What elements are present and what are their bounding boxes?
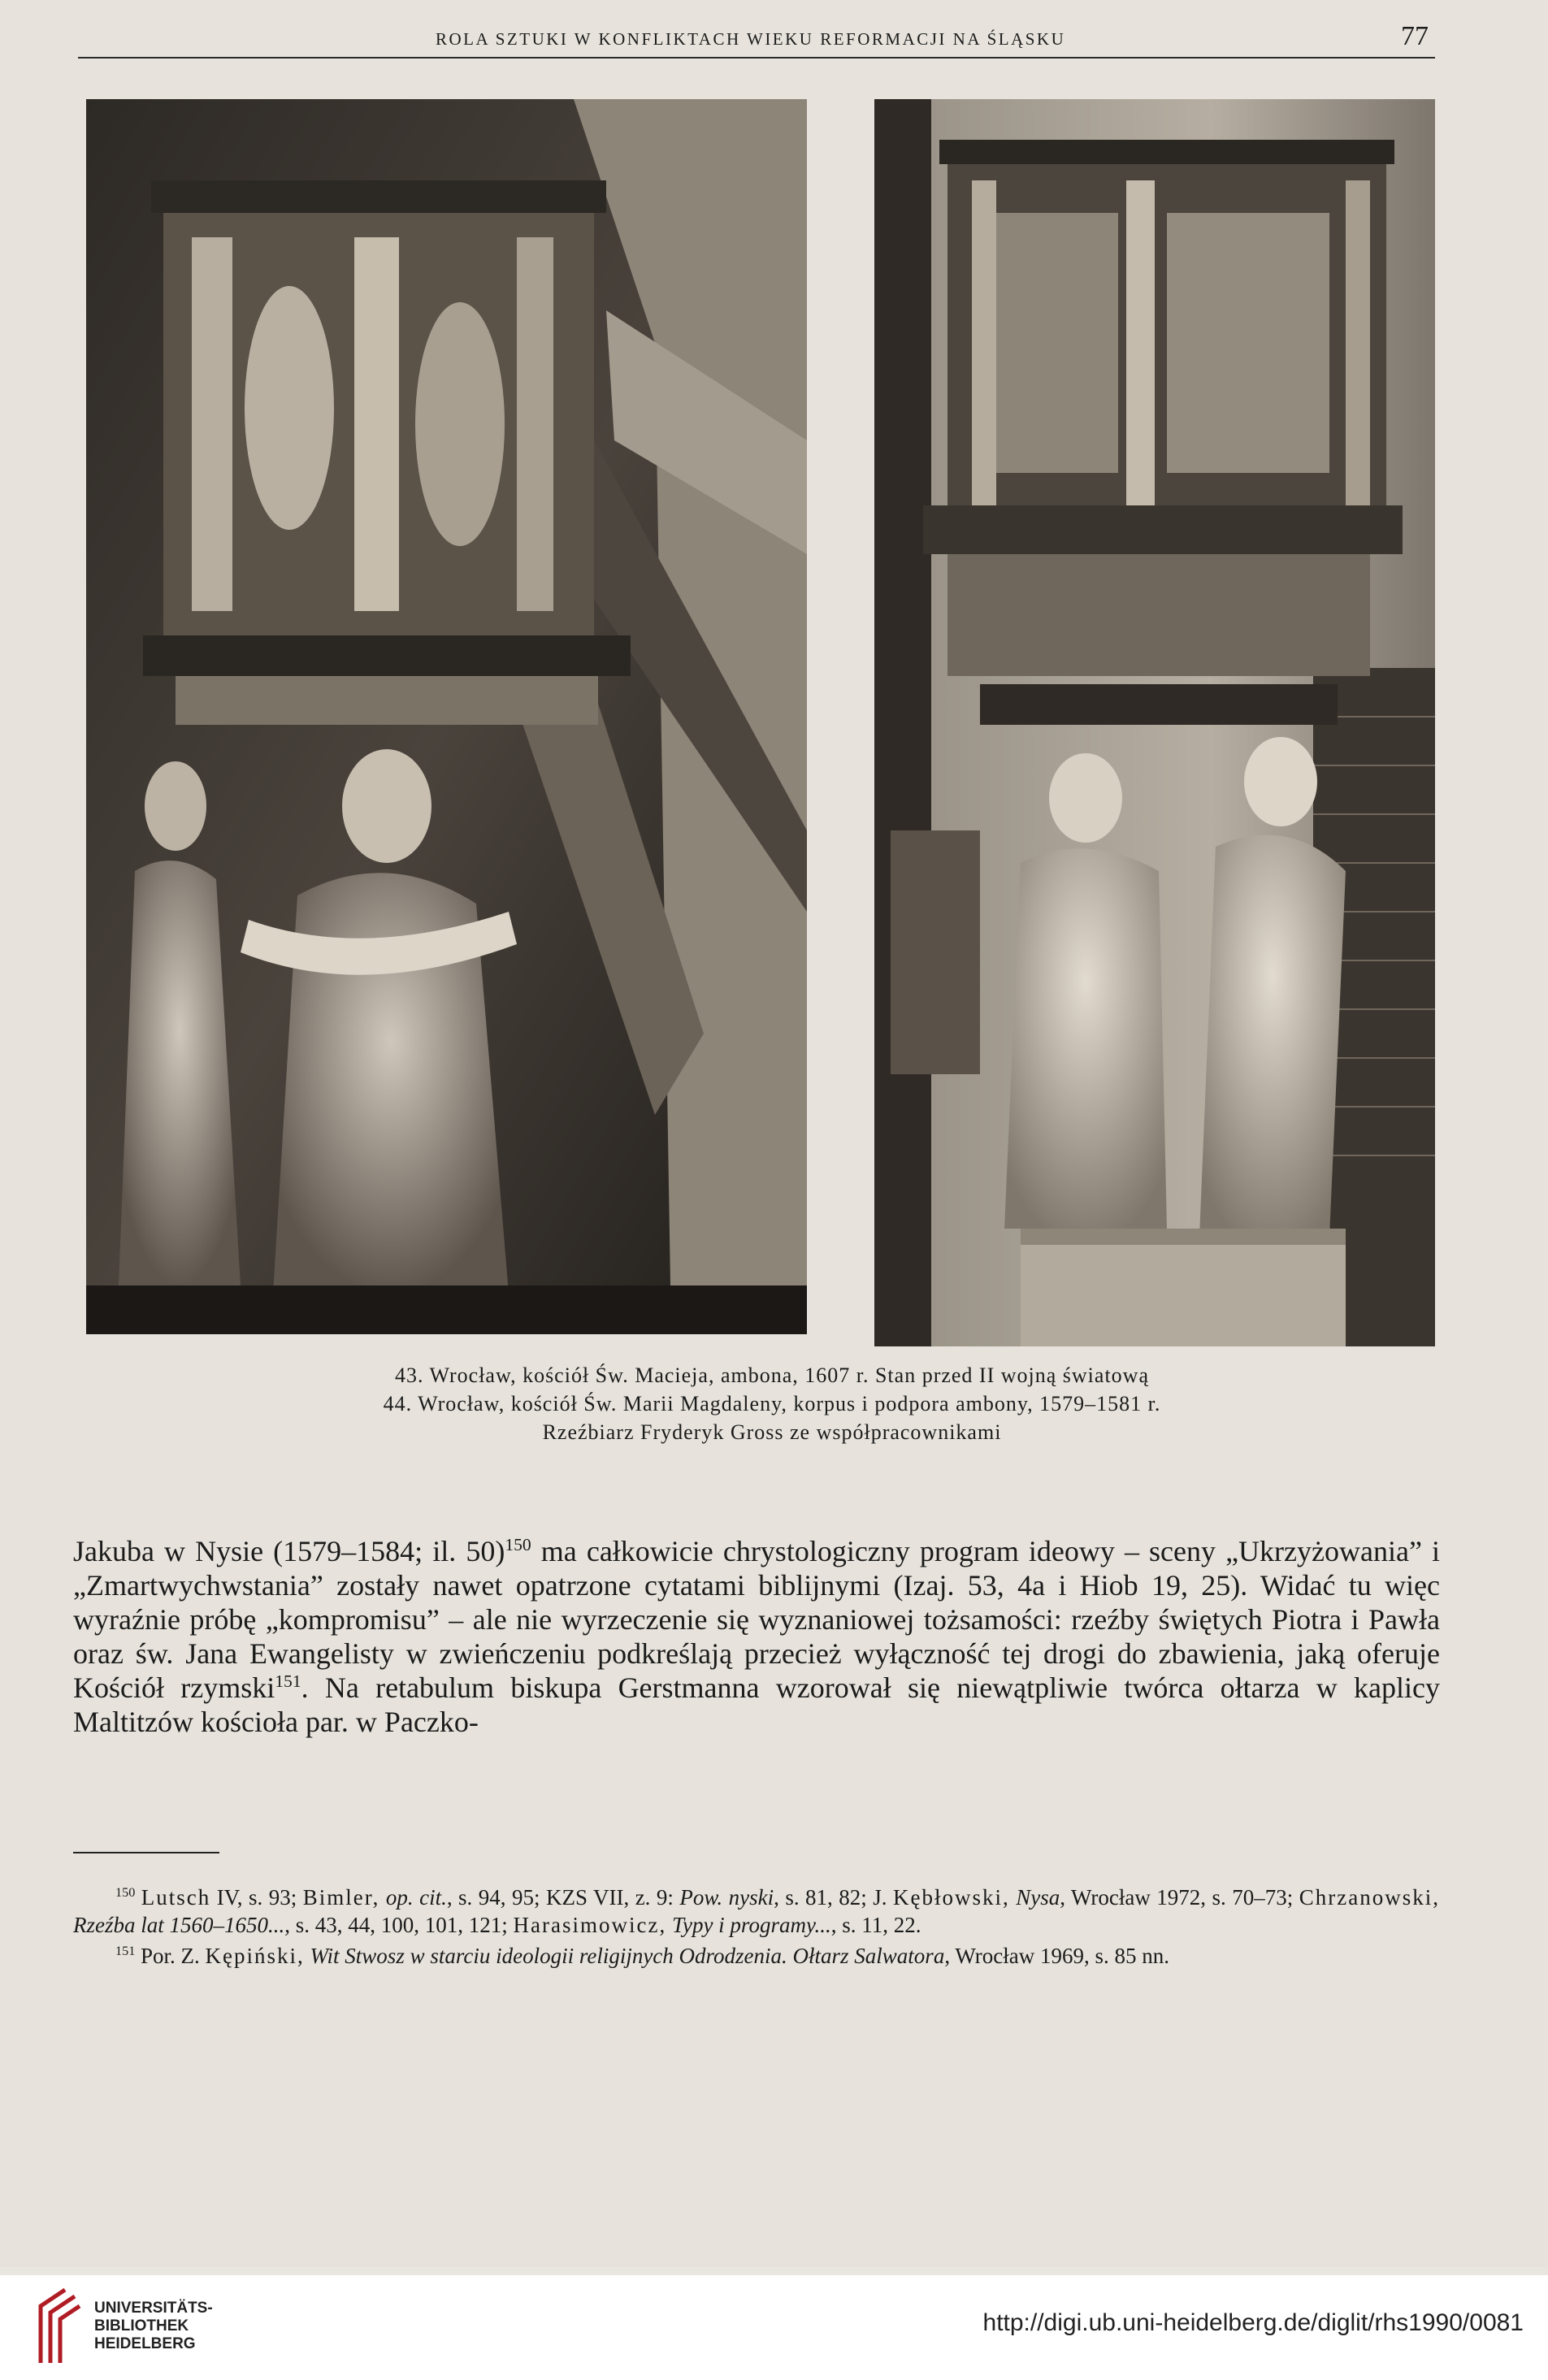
pulpit-angels-image xyxy=(86,99,807,1334)
caption-fig-44: 44. Wrocław, kościół Św. Marii Magdaleny, korpus i podpora ambony, 1579–1581 r. xyxy=(383,1392,1161,1415)
footnote-text: , s. 11, 22. xyxy=(830,1913,921,1937)
footnote-italic: Rzeźba lat 1560–1650... xyxy=(73,1913,285,1937)
library-name-line2: BIBLIOTHEK xyxy=(94,2317,189,2334)
footnote-text: , s. 43, 44, 100, 101, 121; xyxy=(284,1913,514,1937)
footnote-italic: Pow. nyski xyxy=(679,1885,774,1910)
running-title: ROLA SZTUKI W KONFLIKTACH WIEKU REFORMACJI NA ŚLĄSKU xyxy=(436,29,1066,49)
author-kepinski: Kępiński, xyxy=(205,1944,305,1968)
footnote-text: , Wrocław 1969, s. 85 nn. xyxy=(944,1944,1169,1968)
figure-43-photo xyxy=(86,99,807,1334)
library-name xyxy=(94,2300,213,2353)
footnote-text: IV, s. 93; xyxy=(210,1885,303,1910)
body-text-part-3: . Na retabulum biskupa Gerstmanna wzorował się niewątpliwie twórca ołtarza w kaplicy Maltitzów kościoła par. w Paczko- xyxy=(73,1671,1440,1738)
footnote-italic: Wit Stwosz w starciu ideologii religijnych Odrodzenia. Ołtarz Salwatora xyxy=(310,1944,945,1968)
body-text-part-1: Jakuba w Nysie (1579–1584; il. 50) xyxy=(73,1535,505,1567)
footnotes xyxy=(73,1884,1440,1973)
caption-sculptor: Rzeźbiarz Fryderyk Gross ze współpracownikami xyxy=(542,1420,1002,1444)
library-name-line3: HEIDELBERG xyxy=(94,2335,196,2352)
footnote-number: 151 xyxy=(115,1944,136,1958)
footnote-italic: Typy i programy... xyxy=(671,1913,831,1937)
caption-fig-43: 43. Wrocław, kościół Św. Macieja, ambona, 1607 r. Stan przed II wojną światową xyxy=(394,1363,1149,1387)
pulpit-support-image xyxy=(874,99,1435,1346)
page-number: 77 xyxy=(1401,21,1429,51)
footnote-rule xyxy=(73,1852,219,1853)
footnote-number: 150 xyxy=(115,1885,136,1900)
footnote-151 xyxy=(73,1942,1440,1970)
figure-captions xyxy=(163,1361,1381,1446)
footnote-italic: op. cit. xyxy=(385,1885,447,1910)
author-keblowski: Kębłowski, xyxy=(893,1885,1010,1910)
author-bimler: Bimler, xyxy=(302,1885,380,1910)
footnote-ref-150: 150 xyxy=(505,1535,531,1554)
library-footer xyxy=(0,2275,1548,2380)
footnote-text: , Wrocław 1972, s. 70–73; xyxy=(1060,1885,1299,1910)
footnote-text: Por. Z. xyxy=(141,1944,206,1968)
running-header xyxy=(78,21,1435,59)
footnote-italic: Nysa xyxy=(1016,1885,1060,1910)
university-library-logo-icon xyxy=(33,2282,83,2371)
figure-44-photo xyxy=(874,99,1435,1346)
footnote-text: , s. 81, 82; J. xyxy=(774,1885,893,1910)
source-url-link[interactable]: http://digi.ub.uni-heidelberg.de/diglit/rhs1990/0081 xyxy=(982,2309,1524,2336)
author-lutsch: Lutsch xyxy=(141,1885,211,1910)
author-chrzanowski: Chrzanowski, xyxy=(1299,1885,1440,1910)
footnote-150 xyxy=(73,1884,1440,1939)
library-name-line1: UNIVERSITÄTS- xyxy=(94,2300,213,2317)
body-text-part-2: ma całkowicie chrystologiczny program ideowy – sceny „Ukrzyżowania” i „Zmartwychwstania” zostały nawet opatrzone cytatami biblijnymi (Izaj. 53, 4a i Hiob 19, 25). Widać tu więc wyraźnie próbę „kompromisu” – ale nie wyrzeczenie się wyznaniowej tożsamości: rzeźby świętych Piotra i Pawła oraz św. Jana Ewangelisty w zwieńczeniu podkreślają przecież wyłączność tej drogi do zbawienia, jaką oferuje Kościół rzymski xyxy=(73,1535,1441,1704)
body-paragraph xyxy=(73,1534,1440,1739)
footnote-text: , s. 94, 95; KZS VII, z. 9: xyxy=(446,1885,680,1910)
author-harasimowicz: Harasimowicz, xyxy=(513,1913,667,1937)
footnote-ref-151: 151 xyxy=(275,1671,301,1691)
